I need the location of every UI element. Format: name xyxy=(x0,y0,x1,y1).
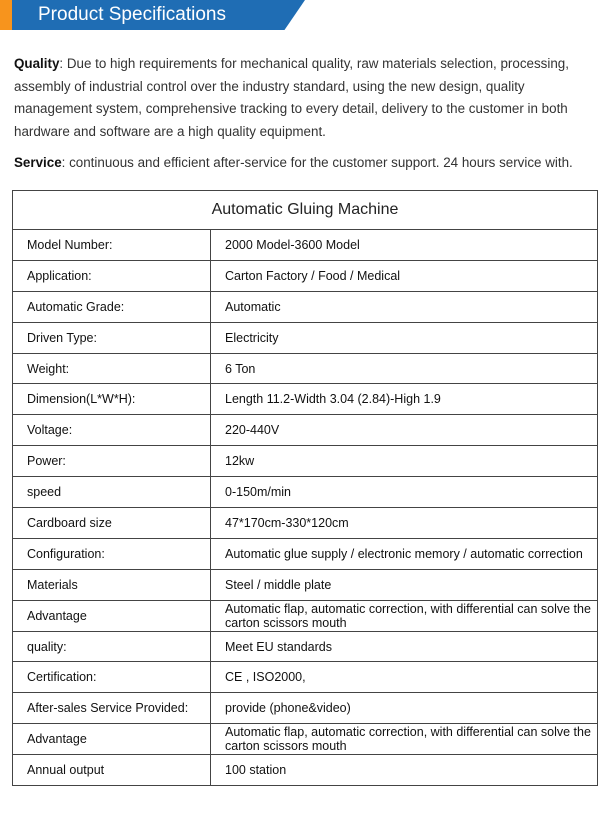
service-paragraph xyxy=(14,152,596,175)
spec-value: 47*170cm-330*120cm xyxy=(211,508,598,539)
table-row xyxy=(13,322,598,353)
banner-accent xyxy=(0,0,12,30)
table-row xyxy=(13,446,598,477)
table-row xyxy=(13,260,598,291)
spec-value: 2000 Model-3600 Model xyxy=(211,230,598,261)
service-text: : continuous and efficient after-service for the customer support. 24 hours service with. xyxy=(61,155,573,170)
table-row xyxy=(13,230,598,261)
spec-value: Automatic flap, automatic correction, with differential can solve the carton scissors mouth xyxy=(211,600,598,631)
quality-paragraph xyxy=(14,53,596,143)
spec-value: Automatic flap, automatic correction, with differential can solve the carton scissors mouth xyxy=(211,724,598,755)
spec-label: Cardboard size xyxy=(13,508,211,539)
spec-value: Automatic glue supply / electronic memory / automatic correction xyxy=(211,538,598,569)
table-row xyxy=(13,384,598,415)
table-row xyxy=(13,291,598,322)
spec-label: Advantage xyxy=(13,600,211,631)
spec-label: Annual output xyxy=(13,755,211,786)
spec-label: Configuration: xyxy=(13,538,211,569)
table-row xyxy=(13,693,598,724)
table-row xyxy=(13,508,598,539)
spec-value: Steel / middle plate xyxy=(211,569,598,600)
spec-label: Weight: xyxy=(13,353,211,384)
spec-value: Electricity xyxy=(211,322,598,353)
spec-value: 0-150m/min xyxy=(211,477,598,508)
spec-label: Advantage xyxy=(13,724,211,755)
table-row xyxy=(13,538,598,569)
spec-value: 6 Ton xyxy=(211,353,598,384)
spec-table xyxy=(12,190,598,786)
spec-value: 100 station xyxy=(211,755,598,786)
spec-value: Automatic xyxy=(211,291,598,322)
spec-value: Length 11.2-Width 3.04 (2.84)-High 1.9 xyxy=(211,384,598,415)
spec-value: provide (phone&video) xyxy=(211,693,598,724)
table-row xyxy=(13,569,598,600)
spec-value: Carton Factory / Food / Medical xyxy=(211,260,598,291)
table-row xyxy=(13,662,598,693)
spec-label: Materials xyxy=(13,569,211,600)
spec-label: quality: xyxy=(13,631,211,662)
quality-text: : Due to high requirements for mechanical quality, raw materials selection, processing, assembly of industrial control over the industry standard, using the new design, quality management system, comprehensive tracking to every detail, delivery to the customer in both hardware and software are a high quality equipment. xyxy=(14,56,569,139)
spec-label: Driven Type: xyxy=(13,322,211,353)
spec-label: Automatic Grade: xyxy=(13,291,211,322)
table-row xyxy=(13,353,598,384)
spec-label: speed xyxy=(13,477,211,508)
spec-label: After-sales Service Provided: xyxy=(13,693,211,724)
spec-value: CE , ISO2000, xyxy=(211,662,598,693)
spec-value: Meet EU standards xyxy=(211,631,598,662)
spec-value: 220-440V xyxy=(211,415,598,446)
quality-label: Quality xyxy=(14,56,60,71)
spec-label: Power: xyxy=(13,446,211,477)
table-row xyxy=(13,724,598,755)
table-row xyxy=(13,755,598,786)
table-row xyxy=(13,477,598,508)
table-row xyxy=(13,415,598,446)
spec-value: 12kw xyxy=(211,446,598,477)
spec-label: Application: xyxy=(13,260,211,291)
table-row xyxy=(13,600,598,631)
table-row xyxy=(13,631,598,662)
table-title: Automatic Gluing Machine xyxy=(13,191,598,230)
service-label: Service xyxy=(14,155,62,170)
spec-label: Dimension(L*W*H): xyxy=(13,384,211,415)
spec-label: Certification: xyxy=(13,662,211,693)
section-banner xyxy=(0,0,305,30)
spec-label: Model Number: xyxy=(13,230,211,261)
spec-label: Voltage: xyxy=(13,415,211,446)
section-title: Product Specifications xyxy=(38,4,226,25)
